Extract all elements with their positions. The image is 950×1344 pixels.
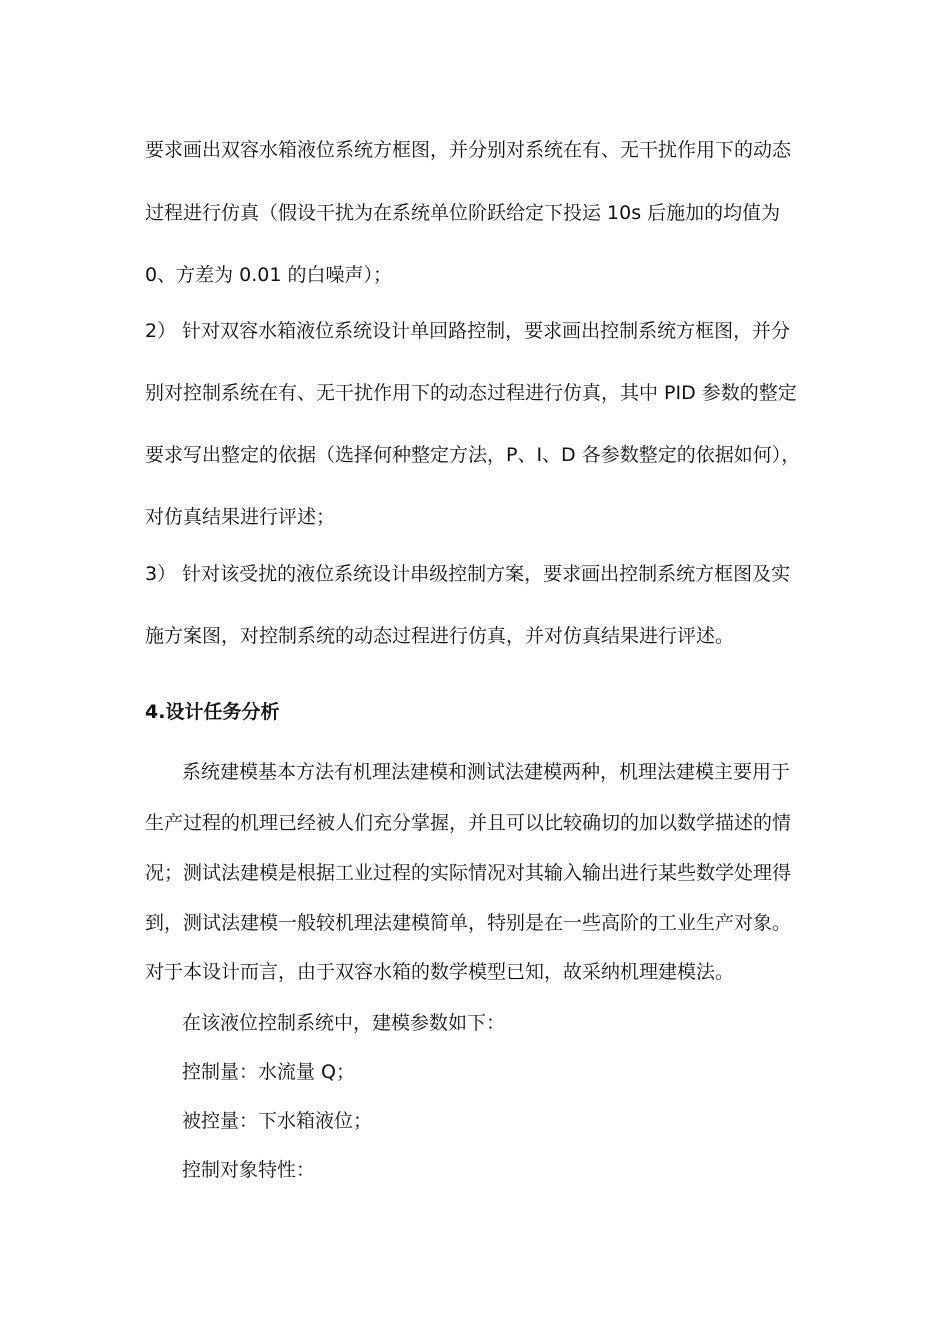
body-text-line: 要求写出整定的依据（选择何种整定方法，P、I、D 各参数整定的依据如何）， — [145, 444, 801, 466]
body-text-line: 施方案图，对控制系统的动态过程进行仿真，并对仿真结果进行评述。 — [145, 625, 735, 647]
body-text-line: 3） 针对该受扰的液位系统设计串级控制方案，要求画出控制系统方框图及实 — [145, 563, 791, 585]
body-text-line: 2） 针对双容水箱液位系统设计单回路控制，要求画出控制系统方框图，并分 — [145, 320, 791, 342]
section-heading: 4.设计任务分析 — [145, 701, 280, 723]
param-text-line: 控制对象特性： — [182, 1159, 316, 1181]
param-text-line: 在该液位控制系统中，建模参数如下： — [182, 1012, 506, 1034]
param-text-line: 被控量：下水箱液位； — [182, 1110, 373, 1132]
analysis-text-line: 到，测试法建模一般较机理法建模简单，特别是在一些高阶的工业生产对象。 — [145, 912, 792, 934]
body-text-line: 别对控制系统在有、无干扰作用下的动态过程进行仿真，其中 PID 参数的整定 — [145, 382, 797, 404]
body-text-line: 过程进行仿真（假设干扰为在系统单位阶跃给定下投运 10s 后施加的均值为 — [145, 202, 781, 224]
body-text-line: 对仿真结果进行评述； — [145, 506, 336, 528]
analysis-text-line: 况；测试法建模是根据工业过程的实际情况对其输入输出进行某些数学处理得 — [145, 862, 792, 884]
body-text-line: 要求画出双容水箱液位系统方框图，并分别对系统在有、无干扰作用下的动态 — [145, 139, 792, 161]
analysis-text-line: 生产过程的机理已经被人们充分掌握，并且可以比较确切的加以数学描述的情 — [145, 812, 792, 834]
analysis-text-line: 对于本设计而言，由于双容水箱的数学模型已知，故采纳机理建模法。 — [145, 961, 735, 983]
param-text-line: 控制量：水流量 Q； — [182, 1061, 355, 1083]
analysis-text-line: 系统建模基本方法有机理法建模和测试法建模两种，机理法建模主要用于 — [182, 761, 791, 783]
body-text-line: 0、方差为 0.01 的白噪声）； — [145, 264, 392, 286]
